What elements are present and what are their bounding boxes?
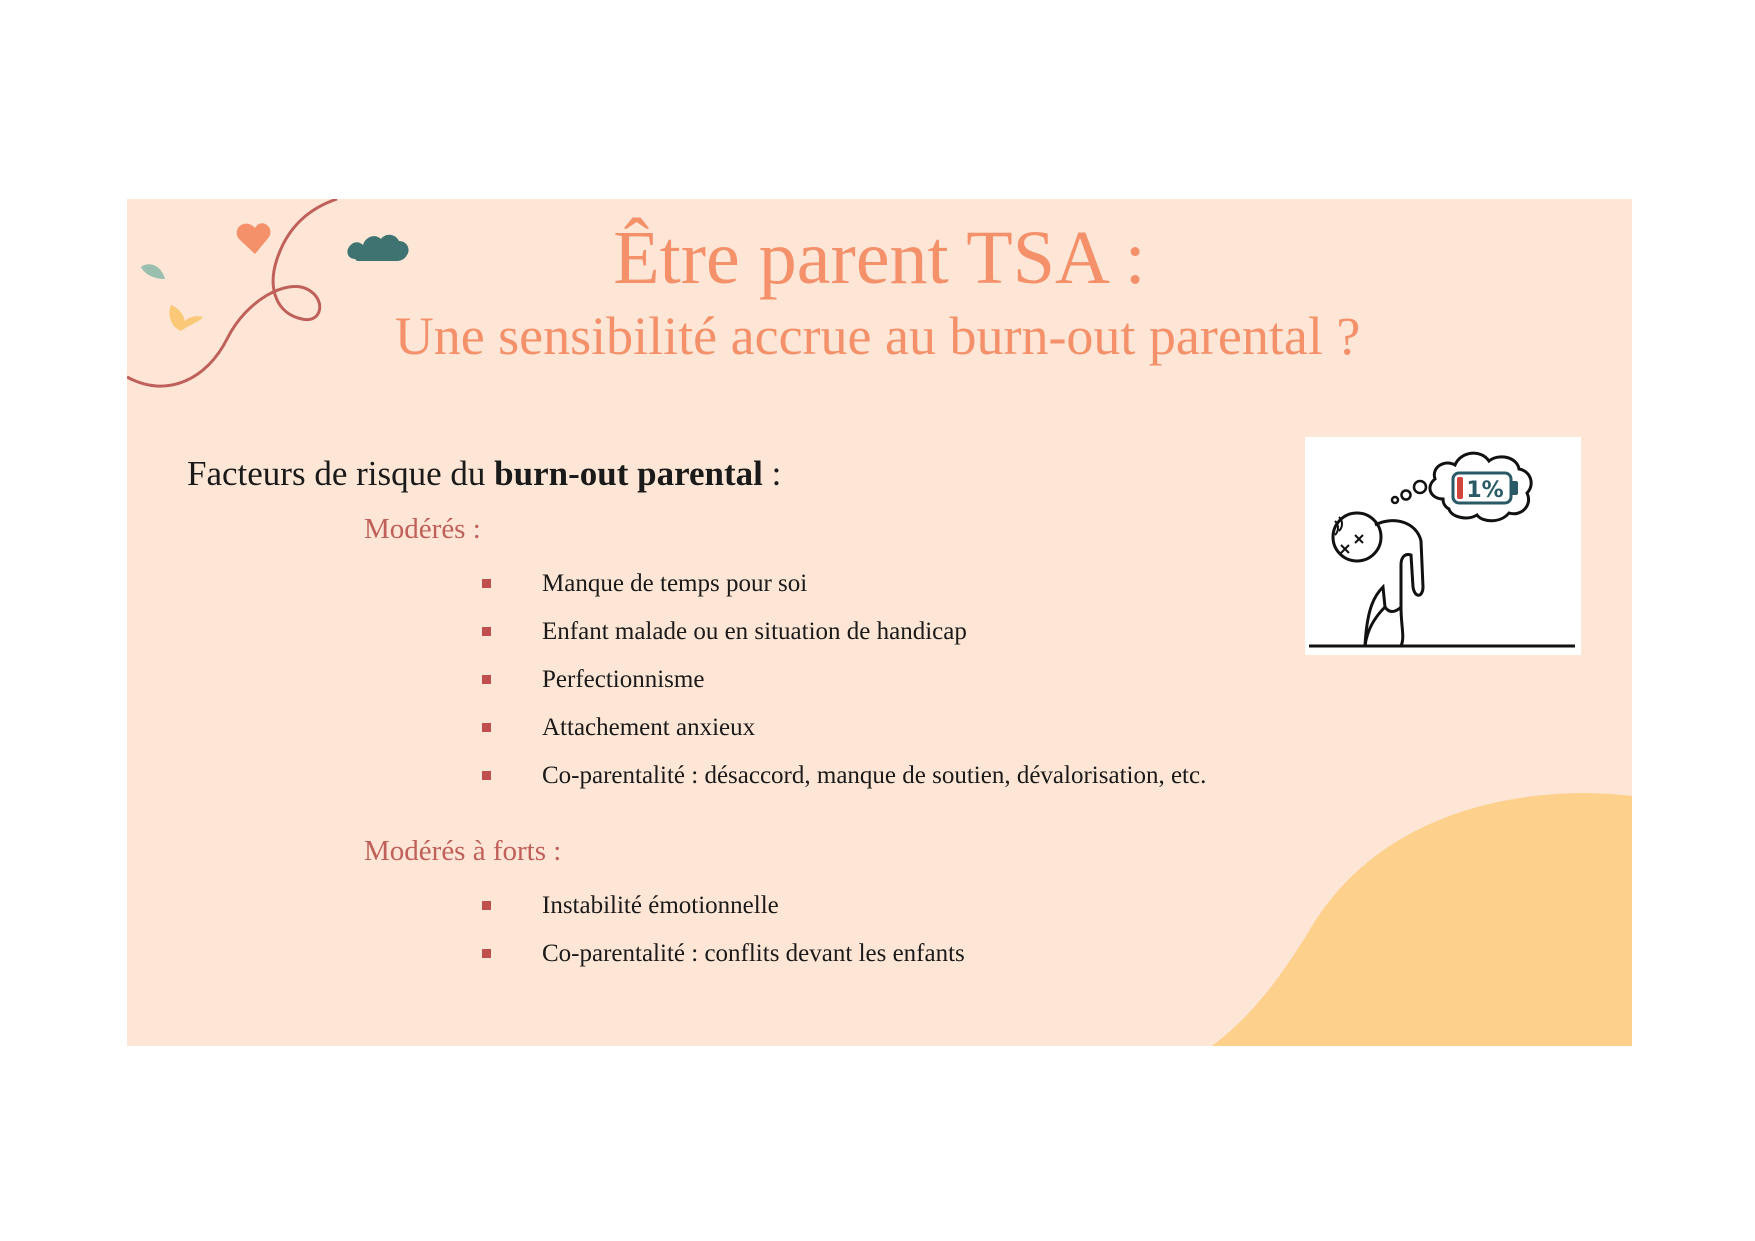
bullet-icon [482,723,491,732]
heading-bold: burn-out parental [494,454,763,493]
bullet-icon [482,675,491,684]
heading-prefix: Facteurs de risque du [187,454,495,493]
decorative-blob-shape [1192,786,1632,1046]
bullet-icon [482,627,491,636]
list-item: Manque de temps pour soi [482,560,1206,608]
group-label-moderes: Modérés : [364,513,481,545]
exhausted-person-low-battery-icon [1305,437,1581,655]
section-heading [187,452,781,496]
bullet-icon [482,901,491,910]
bullet-icon [482,579,491,588]
slide [127,199,1632,1046]
slide-subtitle: Une sensibilité accrue au burn-out parental ? [394,306,1361,366]
risk-list-moderes-a-forts [482,882,965,978]
list-item: Instabilité émotionnelle [482,882,965,930]
bullet-icon [482,771,491,780]
heading-suffix: : [762,454,782,493]
list-item: Attachement anxieux [482,704,1206,752]
list-item: Co-parentalité : désaccord, manque de soutien, dévalorisation, etc. [482,752,1206,800]
slide-title: Être parent TSA : [613,216,1146,300]
battery-text: 1% [1466,478,1504,503]
risk-list-moderes [482,560,1206,800]
list-item: Enfant malade ou en situation de handicap [482,608,1206,656]
bullet-icon [482,949,491,958]
group-label-moderes-a-forts: Modérés à forts : [364,835,562,867]
list-item: Perfectionnisme [482,656,1206,704]
list-item: Co-parentalité : conflits devant les enfants [482,930,965,978]
